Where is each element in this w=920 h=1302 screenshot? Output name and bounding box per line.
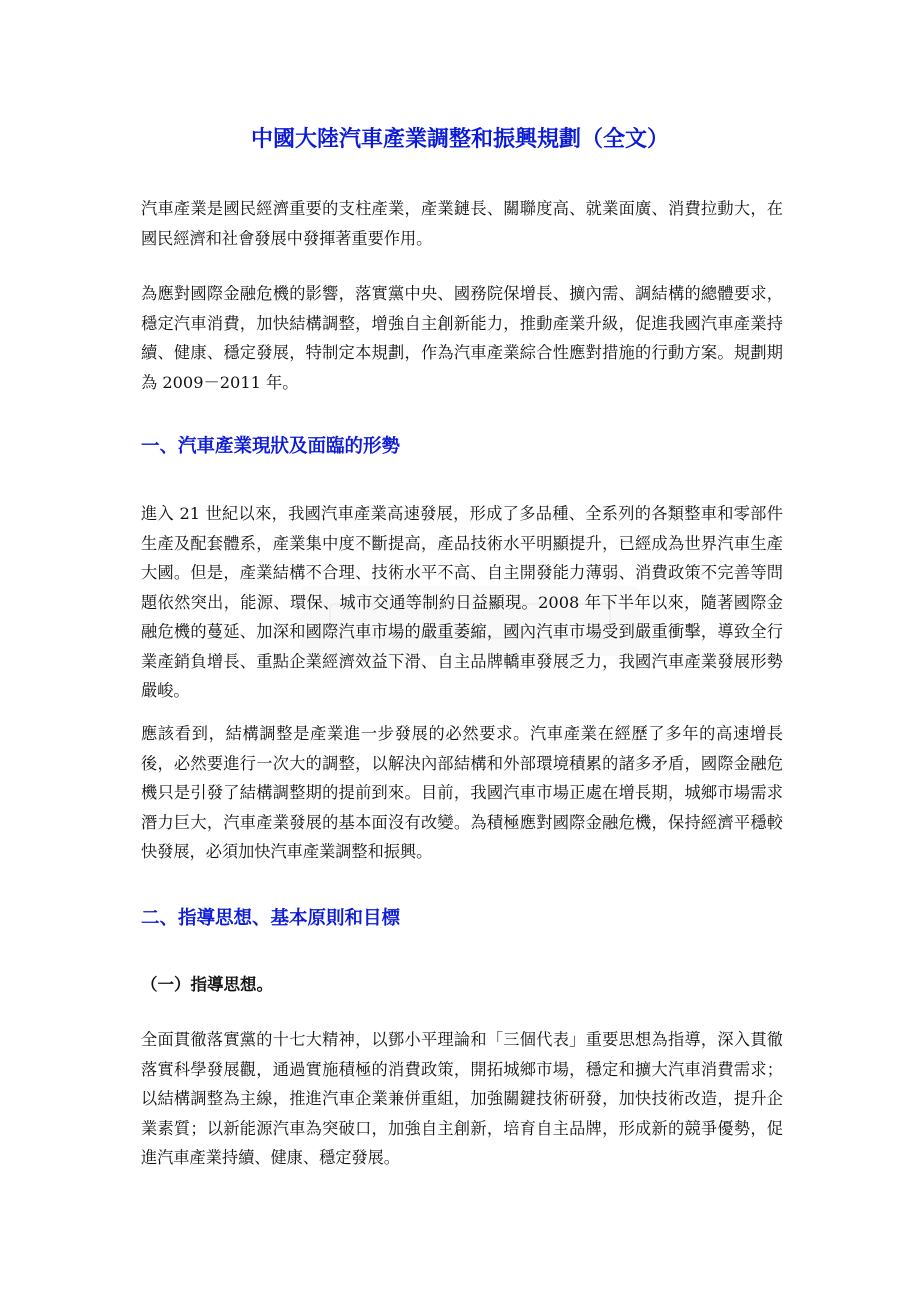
intro-paragraph-2: 為應對國際金融危機的影響，落實黨中央、國務院保增長、擴內需、調結構的總體要求，穩定汽車消費，加快結構調整，增強自主創新能力，推動產業升級，促進我國汽車產業持續、健康、穩定發展，特制定本規劃，作為汽車產業綜合性應對措施的行動方案。規劃期為 2009－2011 年。 xyxy=(141,284,783,392)
section-2-paragraph-1: 全面貫徹落實黨的十七大精神，以鄧小平理論和「三個代表」重要思想為指導，深入貫徹落實科學發展觀，通過實施積極的消費政策，開拓城鄉市場，穩定和擴大汽車消費需求；以結構調整為主線，推進汽車企業兼併重組，加強關鍵技術研發，加快技術改造，提升企業素質；以新能源汽車為突破口，加強自主創新，培育自主品牌，形成新的競爭優勢，促進汽車產業持續、健康、穩定發展。 xyxy=(141,1030,783,1167)
section-1-heading: 一、汽車產業現狀及面臨的形勢 xyxy=(141,436,401,457)
section-2-subheading: （一）指導思想。 xyxy=(141,975,273,994)
section-1-paragraph-1: 進入 21 世紀以來，我國汽車產業高速發展，形成了多品種、全系列的各類整車和零部件生產及配套體系，產業集中度不斷提高，產品技術水平明顯提升，已經成為世界汽車生產大國。但是，產業結構不合理、技術水平不高、自主開發能力薄弱、消費政策不完善等問題依然突出，能源、環保、城市交通等制約日益顯現。2008 年下半年以來，隨著國際金融危機的蔓延、加深和國際汽車市場的嚴重萎縮，國內汽車市場受到嚴重衝擊，導致全行業產銷負增長、重點企業經濟效益下滑、自主品牌轎車發展乏力，我國汽車產業發展形勢嚴峻。 xyxy=(141,504,783,700)
section-2-heading: 二、指導思想、基本原則和目標 xyxy=(141,908,401,929)
section-1-paragraph-2: 應該看到，結構調整是產業進一步發展的必然要求。汽車產業在經歷了多年的高速增長後，必然要進行一次大的調整，以解決內部結構和外部環境積累的諸多矛盾，國際金融危機只是引發了結構調整期的提前到來。目前，我國汽車市場正處在增長期，城鄉市場需求潛力巨大，汽車產業發展的基本面沒有改變。為積極應對國際金融危機，保持經濟平穩較快發展，必須加快汽車產業調整和振興。 xyxy=(141,724,783,861)
document-title: 中國大陸汽車產業調整和振興規劃（全文） xyxy=(250,127,669,152)
intro-paragraph-1: 汽車產業是國民經濟重要的支柱產業，產業鏈長、關聯度高、就業面廣、消費拉動大，在國民經濟和社會發展中發揮著重要作用。 xyxy=(141,199,783,248)
